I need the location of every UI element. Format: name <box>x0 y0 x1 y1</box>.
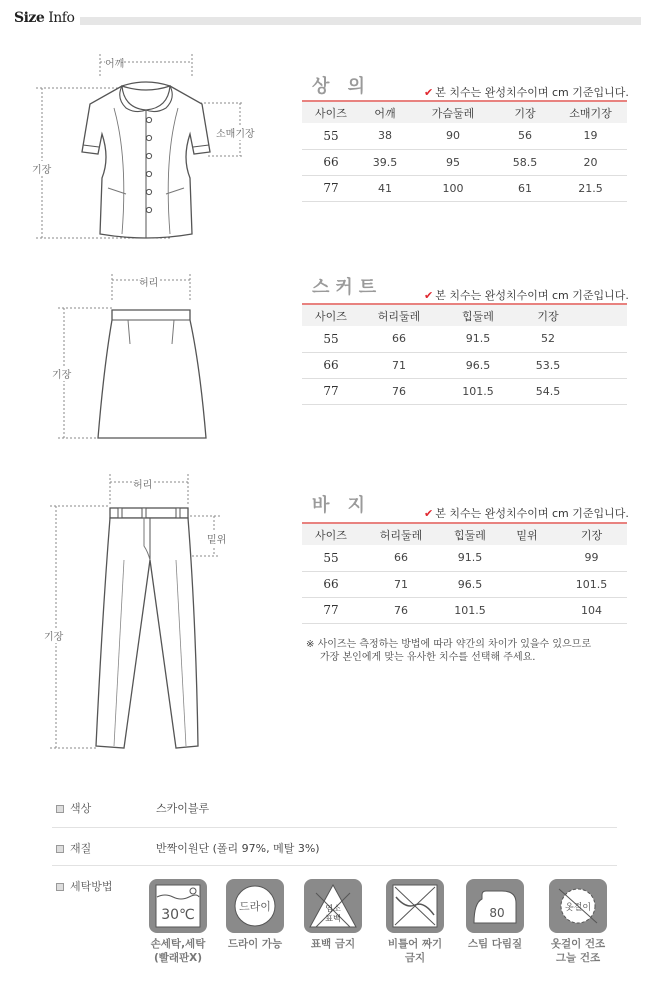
dry-clean-icon <box>224 877 286 935</box>
label-pants-length: 기장 <box>44 628 63 643</box>
header-bar <box>80 17 641 25</box>
size-footnote: ※ 사이즈는 측정하는 방법에 따라 약간의 차이가 있을수 있으므로 가장 본인에게 맞는 유사한 치수를 선택해 주세요. <box>306 639 591 663</box>
bullet-square-icon <box>56 845 64 853</box>
wash-label: 세탁방법 <box>56 878 113 894</box>
material-value: 반짝이원단 (폴리 97%, 메탈 3%) <box>156 842 320 855</box>
skirt-size-note: ✔ 본 치수는 완성치수이며 cm 기준입니다. <box>424 289 629 302</box>
label-sleeve-length: 소매기장 <box>216 125 255 140</box>
iron-80-icon <box>464 877 526 935</box>
top-size-table <box>302 100 627 202</box>
care-label: 옷걸이 건조 그늘 건조 <box>550 938 606 964</box>
hanger-shade-dry-icon <box>547 877 609 935</box>
no-wring-icon <box>384 877 446 935</box>
column-header: 힙둘레 <box>454 528 486 542</box>
column-header: 허리둘레 <box>379 528 423 542</box>
svg-text:30℃: 30℃ <box>161 907 195 923</box>
bullet-square-icon <box>56 883 64 891</box>
column-header: 어깨 <box>374 106 396 120</box>
pants-size-table <box>302 522 627 624</box>
info-row-color: 색상 스카이블루 <box>52 792 617 828</box>
care-dry-clean <box>218 877 292 951</box>
care-iron <box>458 877 532 951</box>
label-pants-rise: 밑위 <box>207 531 226 546</box>
column-header: 가슴둘레 <box>431 106 475 120</box>
table-row: 55 66 91.5 52 <box>302 326 627 352</box>
skirt-size-table <box>302 303 627 405</box>
skirt-section-title: 스커트 <box>312 277 383 298</box>
column-header: 밑위 <box>516 528 538 542</box>
care-label: 손세탁,세탁 (빨래판X) <box>150 938 206 964</box>
label-top-length: 기장 <box>32 161 51 176</box>
column-header: 허리둘레 <box>377 309 421 323</box>
column-header: 사이즈 <box>315 528 347 542</box>
table-header-row <box>302 101 627 123</box>
table-row: 66 71 96.5 53.5 <box>302 352 627 378</box>
table-header-row <box>302 523 627 545</box>
care-hand-wash <box>141 877 215 965</box>
bullet-square-icon <box>56 805 64 813</box>
care-label: 드라이 가능 <box>227 938 283 950</box>
care-label: 표백 금지 <box>310 938 356 950</box>
column-header: 기장 <box>537 309 559 323</box>
table-row: 55 38 90 56 19 <box>302 123 627 149</box>
svg-text:옷걸이: 옷걸이 <box>564 903 592 913</box>
label-skirt-waist: 허리 <box>139 274 158 289</box>
care-label: 비틀어 짜기 금지 <box>387 938 443 964</box>
table-row: 66 71 96.5 101.5 <box>302 571 627 597</box>
color-value: 스카이블루 <box>156 802 210 815</box>
table-row: 55 66 91.5 99 <box>302 545 627 571</box>
no-bleach-icon <box>302 877 364 935</box>
svg-text:표백: 표백 <box>325 914 341 923</box>
svg-text:80: 80 <box>489 906 505 920</box>
skirt-illustration <box>50 266 250 446</box>
label-pants-waist: 허리 <box>133 476 152 491</box>
table-row: 77 76 101.5 104 <box>302 597 627 623</box>
label-skirt-length: 기장 <box>52 366 71 381</box>
blouse-illustration <box>30 48 270 248</box>
page-header-title: Size Info <box>14 10 75 26</box>
column-header: 사이즈 <box>315 106 347 120</box>
pants-size-note: ✔ 본 치수는 완성치수이며 cm 기준입니다. <box>424 507 629 520</box>
top-size-note: ✔ 본 치수는 완성치수이며 cm 기준입니다. <box>424 86 629 99</box>
top-section-title: 상 의 <box>312 76 372 97</box>
hand-wash-30-icon <box>147 877 209 935</box>
column-header: 사이즈 <box>315 309 347 323</box>
column-header: 힙둘레 <box>462 309 494 323</box>
table-row: 77 41 100 61 21.5 <box>302 175 627 201</box>
pants-illustration <box>44 470 244 760</box>
column-header: 기장 <box>580 528 603 542</box>
svg-text:드라이: 드라이 <box>239 900 271 913</box>
column-header <box>578 304 627 326</box>
care-no-wring <box>378 877 452 965</box>
column-header: 소매기장 <box>569 106 612 120</box>
care-no-bleach <box>296 877 370 951</box>
column-header: 기장 <box>514 106 536 120</box>
pants-section-title: 바 지 <box>312 495 372 516</box>
table-row: 77 76 101.5 54.5 <box>302 378 627 404</box>
table-header-row <box>302 304 627 326</box>
label-shoulder: 어깨 <box>105 55 124 70</box>
info-row-material: 재질 반짝이원단 (폴리 97%, 메탈 3%) <box>52 828 617 866</box>
care-hanger-dry <box>541 877 615 965</box>
svg-text:염소: 염소 <box>325 904 341 913</box>
care-label: 스팀 다림질 <box>467 938 523 950</box>
table-row: 66 39.5 95 58.5 20 <box>302 149 627 175</box>
